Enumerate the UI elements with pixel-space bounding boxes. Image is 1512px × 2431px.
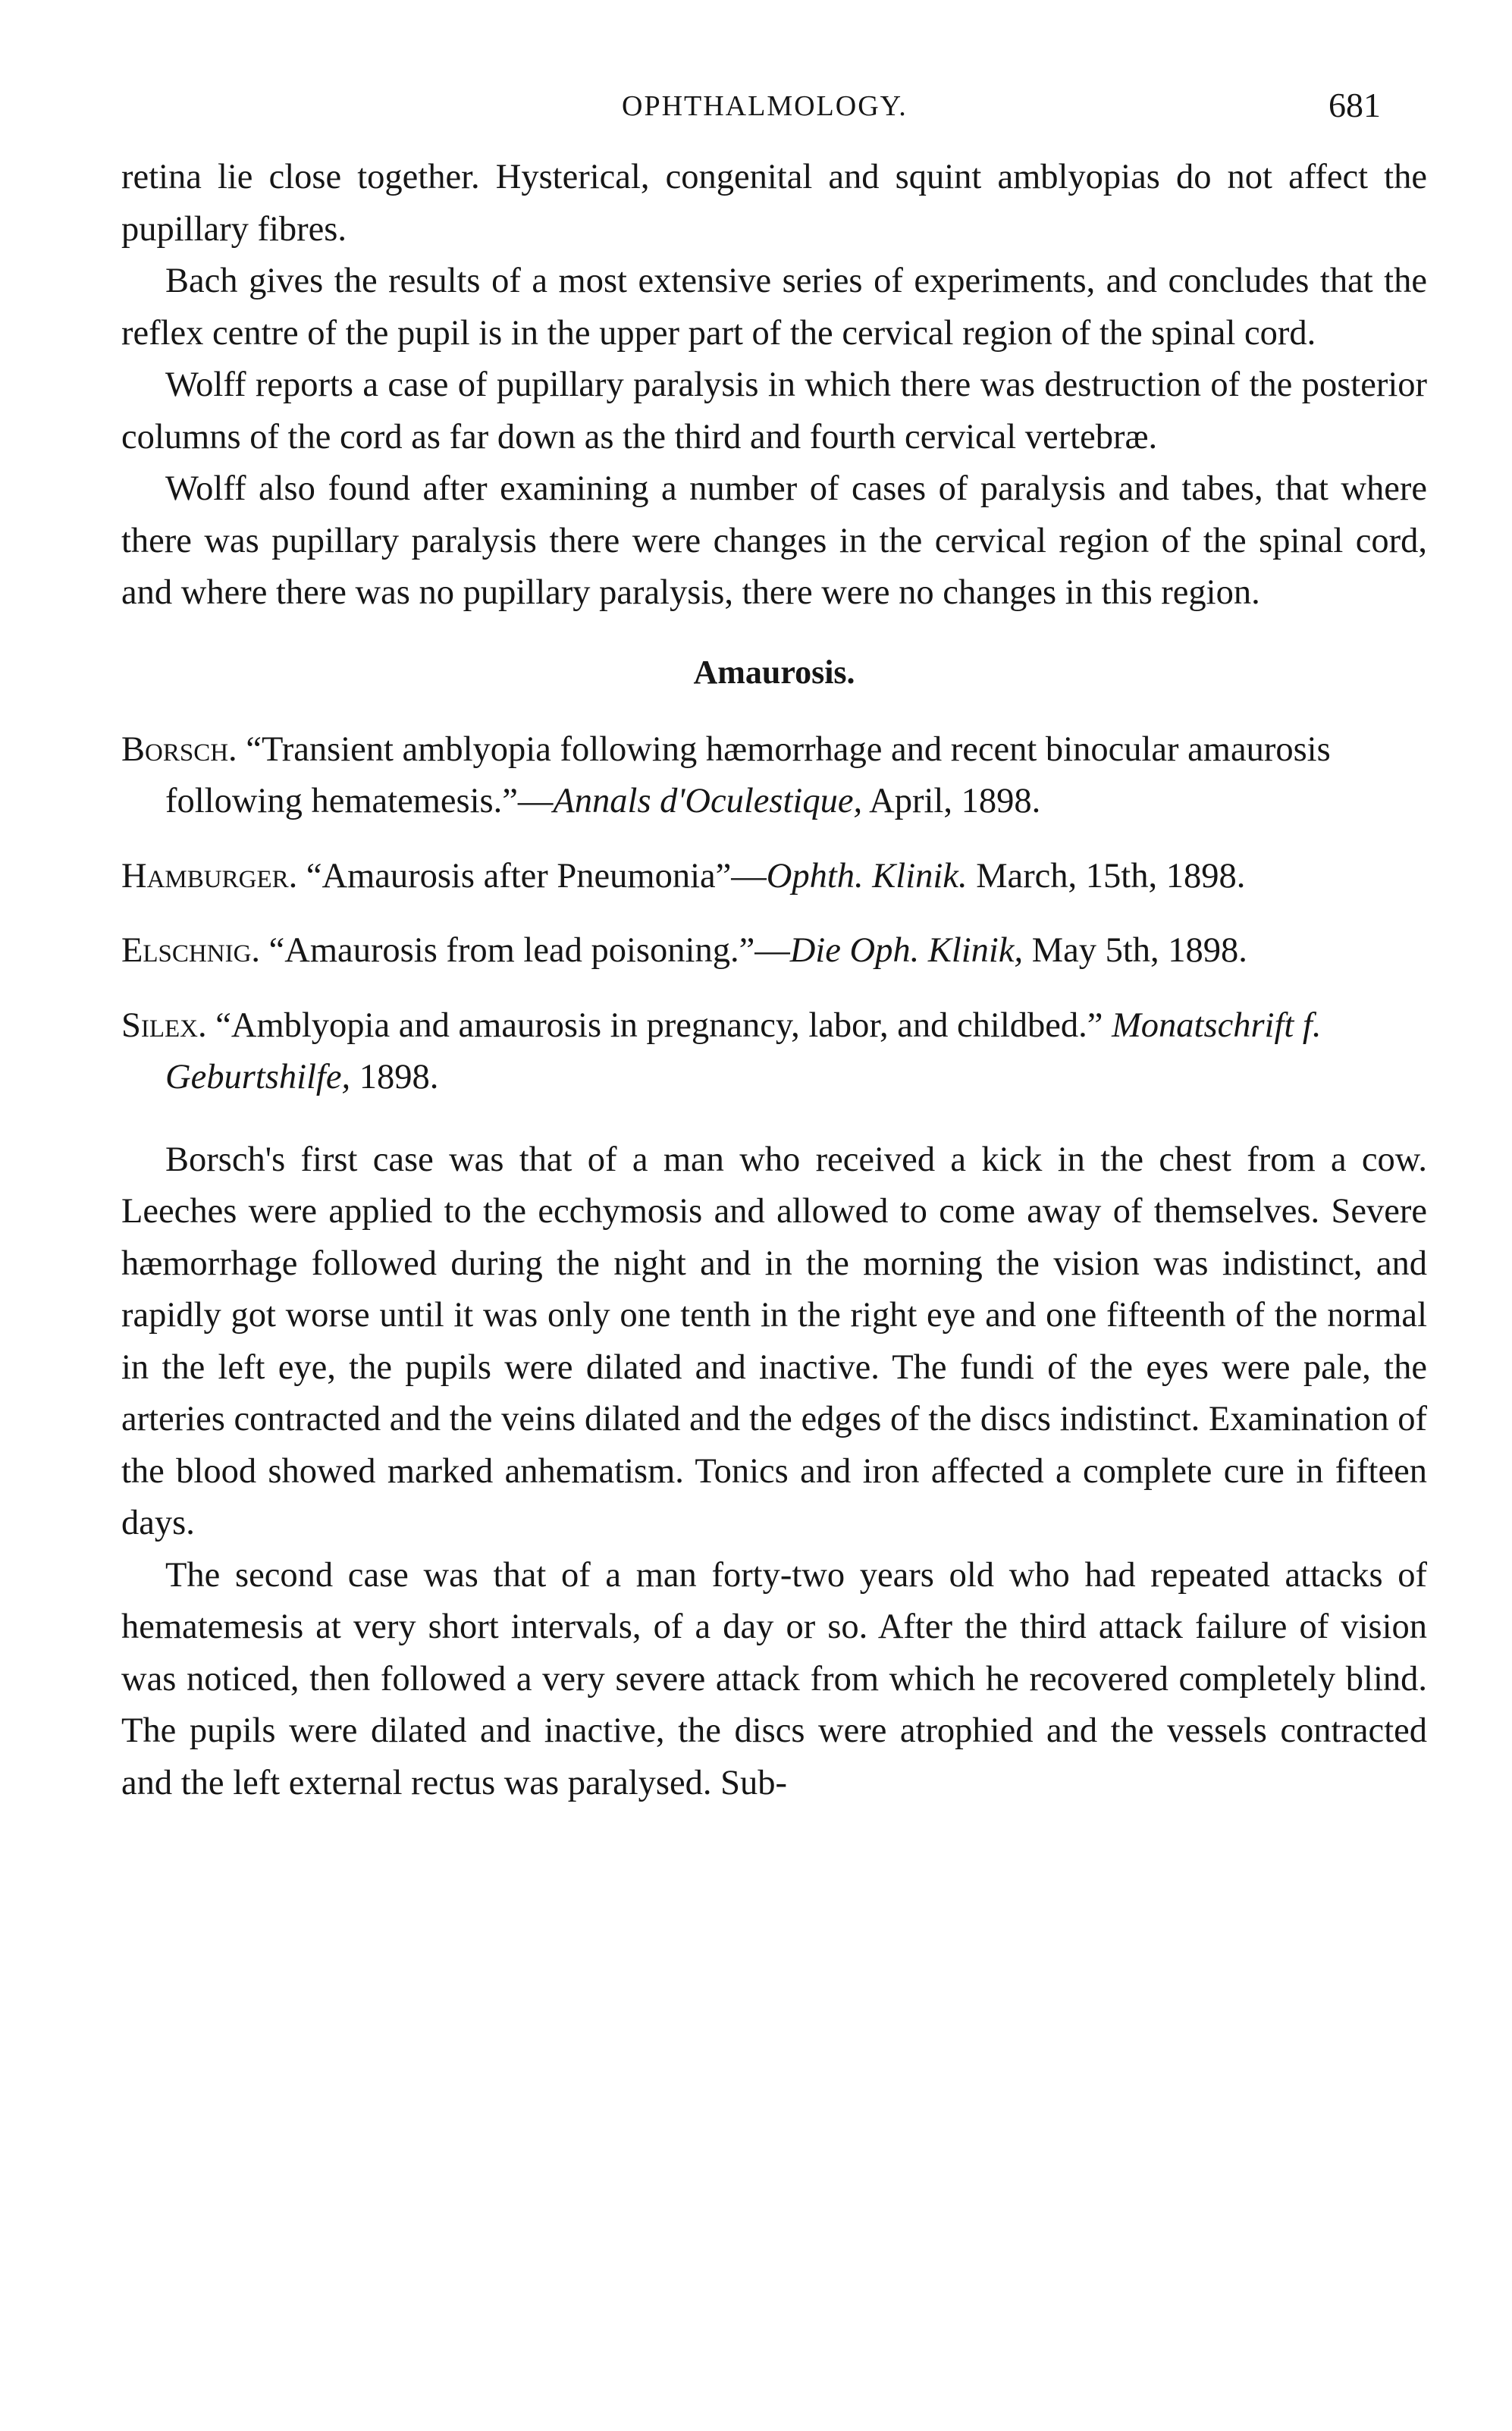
reference-title: “Amaurosis after Pneumonia”— xyxy=(306,856,767,896)
reference-author: Silex. xyxy=(121,1005,207,1045)
reference-journal: Annals d'Oculestique, xyxy=(553,782,863,820)
reference-journal: Die Oph. Klinik, xyxy=(789,931,1024,970)
reference-title: “Transient amblyopia following hæmorrhage and recent binocular amaurosis following hematemesis.”— xyxy=(165,729,1331,820)
reference-item xyxy=(121,1000,1427,1104)
body-paragraph-2: The second case was that of a man forty-two years old who had repeated attacks of hematemesis at very short intervals, of a day or so. After the third attack failure of vision was noticed, then followed a very severe attack from which he recovered completely blind. The pupils were dilated and inactive, the discs were atrophied and the vessels contracted and the left external rectus was paralysed. Sub- xyxy=(121,1555,1427,1802)
reference-list xyxy=(121,724,1427,1104)
reference-journal: Ophth. Klinik. xyxy=(766,856,968,896)
reference-item xyxy=(121,851,1427,903)
page-header xyxy=(0,86,1512,135)
body-paragraph-1: Borsch's first case was that of a man who received a kick in the chest from a cow. Leeches were applied to the ecchymosis and allowed to come away of themselves. Severe hæmorrhage followed during the night and in the morning the vision was indistinct, and rapidly got worse until it was only one tenth in the right eye and one fifteenth of the normal in the left eye, the pupils were dilated and inactive. The fundi of the eyes were pale, the arteries contracted and the veins dilated and the edges of the discs indistinct. Examination of the blood showed marked anhematism. Tonics and iron affected a complete cure in fifteen days. xyxy=(121,1140,1427,1542)
reference-date: March, 15th, 1898. xyxy=(967,856,1246,896)
running-title: OPHTHALMOLOGY. xyxy=(622,90,908,122)
reference-item xyxy=(121,724,1427,828)
reference-title: “Amblyopia and amaurosis in pregnancy, labor, and childbed.” xyxy=(215,1005,1112,1045)
intro-paragraph-1: retina lie close together. Hysterical, congenital and squint amblyopias do not affect the pupillary fibres. xyxy=(121,158,1427,249)
reference-author: Elschnig. xyxy=(121,931,261,970)
reference-date: May 5th, 1898. xyxy=(1023,931,1247,970)
reference-date: 1898. xyxy=(350,1058,439,1096)
page-body xyxy=(121,152,1427,1809)
intro-paragraph-4: Wolff also found after examining a number of cases of paralysis and tabes, that where there was pupillary paralysis there were changes in the cervical region of the spinal cord, and where there was no pupillary paralysis, there were no changes in this region. xyxy=(121,469,1427,612)
reference-journal: Monatschrift f. Geburtshilfe, xyxy=(165,1005,1322,1096)
reference-date: April, 1898. xyxy=(862,782,1041,820)
page-number: 681 xyxy=(1328,86,1381,124)
section-heading: Amaurosis. xyxy=(693,653,855,691)
intro-paragraph-3: Wolff reports a case of pupillary paralysis in which there was destruction of the posterior columns of the cord as far down as the third and fourth cervical vertebræ. xyxy=(121,365,1427,456)
reference-author: Borsch. xyxy=(121,729,237,769)
intro-paragraph-2: Bach gives the results of a most extensive series of experiments, and concludes that the reflex centre of the pupil is in the upper part of the cervical region of the spinal cord. xyxy=(121,262,1427,353)
reference-item xyxy=(121,925,1427,977)
reference-author: Hamburger. xyxy=(121,856,298,896)
reference-title: “Amaurosis from lead poisoning.”— xyxy=(268,931,790,970)
